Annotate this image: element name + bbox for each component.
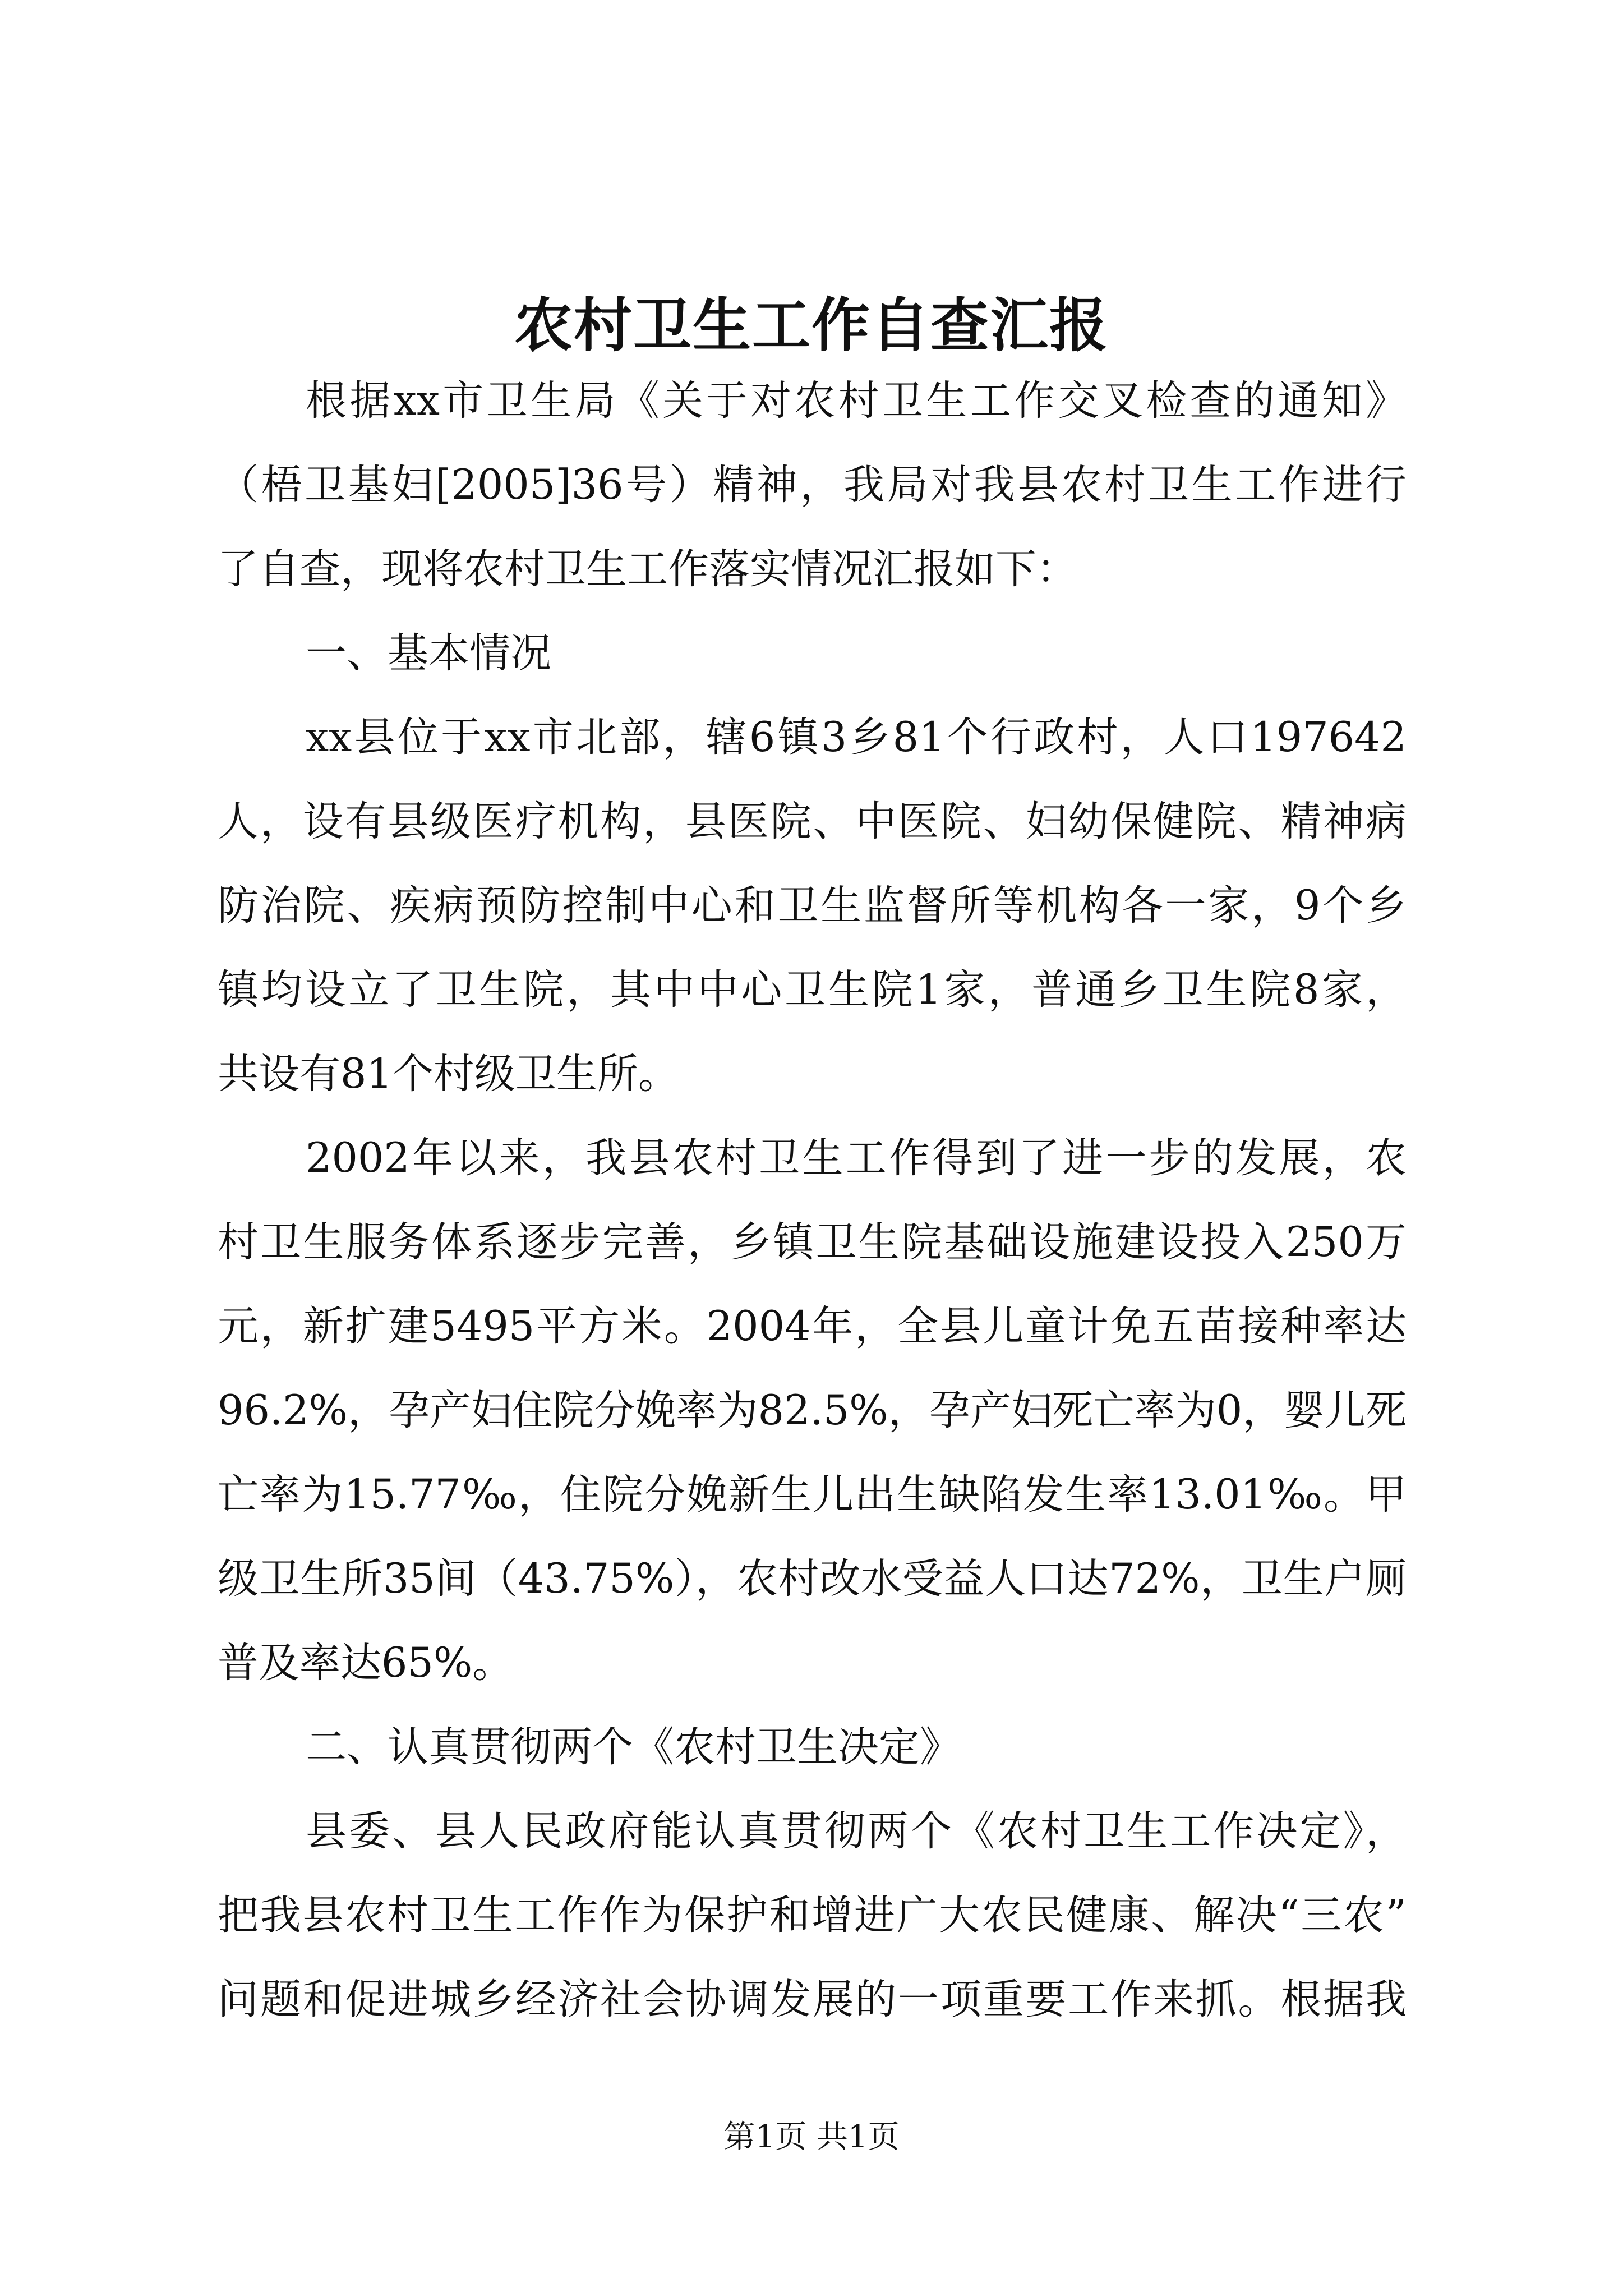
body-line: 2002年以来，我县农村卫生工作得到了进一步的发展，农	[306, 1134, 1407, 1182]
page-footer: 第1页 共1页	[723, 2119, 900, 2155]
body-line: 亡率为15.77‰，住院分娩新生儿出生缺陷发生率13.01‰。甲	[218, 1471, 1407, 1519]
body-line: 一、基本情况	[306, 629, 551, 677]
body-line: 了自查，现将农村卫生工作落实情况汇报如下：	[218, 545, 1077, 593]
body-line: 普及率达65%。	[218, 1639, 514, 1687]
body-line: 人，设有县级医疗机构，县医院、中医院、妇幼保健院、精神病	[218, 798, 1407, 845]
document-title: 农村卫生工作自查汇报	[514, 291, 1109, 360]
body-line: 二、认真贯彻两个《农村卫生决定》	[306, 1723, 961, 1771]
body-line: 元，新扩建5495平方米。2004年，全县儿童计免五苗接种率达	[218, 1303, 1407, 1350]
body-line: 共设有81个村级卫生所。	[218, 1050, 679, 1098]
document-body	[218, 359, 1407, 2042]
body-line: 问题和促进城乡经济社会协调发展的一项重要工作来抓。根据我	[218, 1976, 1407, 2023]
body-line: 级卫生所35间（43.75%），农村改水受益人口达72%，卫生户厕	[218, 1555, 1407, 1603]
body-line: 村卫生服务体系逐步完善，乡镇卫生院基础设施建设投入250万	[218, 1218, 1407, 1266]
body-line: 根据xx市卫生局《关于对农村卫生工作交叉检查的通知》	[306, 377, 1407, 425]
body-line: （梧卫基妇[2005]36号）精神，我局对我县农村卫生工作进行	[218, 461, 1407, 509]
body-line: 防治院、疾病预防控制中心和卫生监督所等机构各一家，9个乡	[218, 882, 1407, 930]
body-line: 镇均设立了卫生院，其中中心卫生院1家，普通乡卫生院8家，	[218, 966, 1407, 1014]
body-line: 县委、县人民政府能认真贯彻两个《农村卫生工作决定》，	[306, 1807, 1407, 1855]
body-line: 96.2%，孕产妇住院分娩率为82.5%，孕产妇死亡率为0，婴儿死	[218, 1387, 1407, 1434]
body-line: 把我县农村卫生工作作为保护和增进广大农民健康、解决“三农”	[218, 1892, 1407, 1939]
body-line: xx县位于xx市北部，辖6镇3乡81个行政村，人口197642	[306, 714, 1407, 761]
